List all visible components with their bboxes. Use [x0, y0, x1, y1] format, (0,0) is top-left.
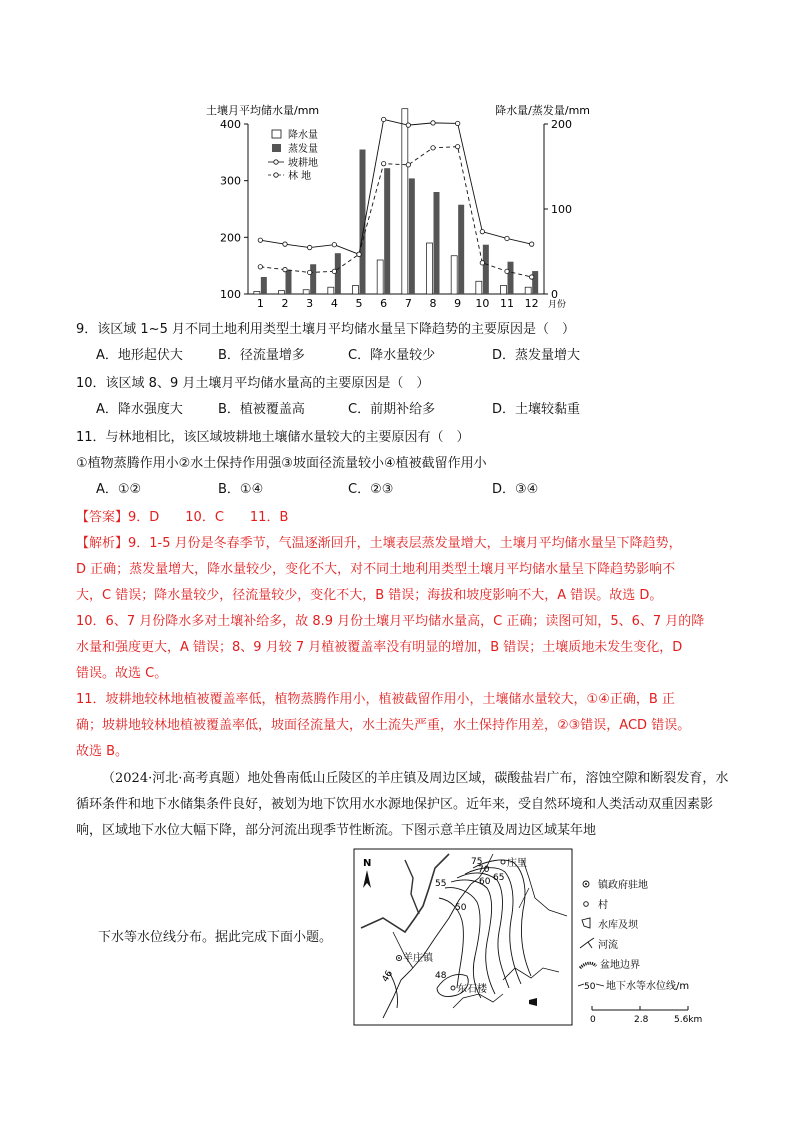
q11-option-c[interactable]: C．②③ [348, 482, 394, 497]
legend-reservoir-icon [582, 918, 590, 928]
contour-label-50: 50 [455, 903, 467, 913]
analysis-line-5: 水量和强度更大，A 错误；8、9 月较 7 月植被覆盖率没有明显的增加，B 错误；土壤质地未发生变化，D [76, 640, 683, 655]
contour-label-55: 55 [435, 879, 447, 889]
bar-precip [254, 291, 260, 294]
legend-contour: 地下水等水位线/m [606, 981, 690, 992]
bar-evap [458, 205, 464, 294]
bar-precip [377, 260, 383, 294]
bar-precip [402, 109, 408, 294]
legend-forest: 林 地 [288, 171, 312, 182]
bar-precip [501, 286, 507, 295]
bar-evap [261, 277, 267, 294]
point-forest [283, 267, 287, 271]
legend-basin-icon [580, 963, 596, 968]
contour-label-48: 48 [435, 971, 447, 981]
x-tick-label: 9 [454, 297, 462, 310]
point-farmland [258, 238, 262, 242]
passage-intro: （2024·河北·高考真题）地处鲁南低山丘陵区的羊庄镇及周边区域，碳酸盐岩广布，溶蚀空隙和断裂发育，水循环条件和地下水储集条件良好，被划为地下饮用水水源地保护区。近年来，受自然环境和人类活动双重因素影响，区域地下水位大幅下降，部分河流出现季节性断流。下图示意羊庄镇及周边区域某年地 [76, 771, 729, 838]
bar-evap [434, 192, 440, 294]
bar-precip [353, 286, 359, 295]
left-axis-title: 土壤月平均储水量/mm [206, 104, 320, 117]
place-yangzhuang: 羊庄镇 [403, 953, 433, 964]
point-forest [480, 261, 484, 265]
bar-evap [384, 168, 390, 294]
groundwater-contour-map [353, 848, 573, 1026]
point-forest [455, 144, 459, 148]
analysis-line-3: 大，C 错误；降水量较少，径流量较少，变化不大，B 错误；海拔和坡度影响不大，A 错误。故选 D。 [76, 588, 663, 603]
x-tick-label: 1 [256, 297, 264, 310]
right-axis-title: 降水量/蒸发量/mm [495, 104, 590, 117]
legend-village: 村 [598, 900, 608, 911]
legend-farmland: 坡耕地 [288, 158, 318, 169]
right-tick-label: 0 [551, 288, 558, 301]
point-forest [381, 161, 385, 165]
point-farmland [480, 229, 484, 233]
point-farmland [307, 245, 311, 249]
passage-tail: 下水等水位线分布。据此完成下面小题。 [98, 930, 333, 945]
q10-option-a[interactable]: A．降水强度大 [96, 402, 183, 417]
x-tick-label: 4 [330, 297, 338, 310]
legend-river: 河流 [598, 940, 618, 951]
point-farmland [283, 242, 287, 246]
bar-precip [451, 256, 457, 294]
x-axis-label: 月份 [548, 300, 567, 310]
x-tick-label: 5 [355, 297, 363, 310]
bar-precip [525, 287, 531, 294]
bar-evap [483, 245, 489, 294]
bar-evap [409, 178, 415, 294]
point-forest [332, 269, 336, 273]
legend-reservoir: 水库及坝 [598, 920, 638, 931]
point-farmland [332, 243, 336, 247]
x-tick-label: 11 [500, 297, 514, 310]
bar-evap [532, 271, 538, 294]
contour-label-60: 60 [479, 877, 491, 887]
bar-evap [508, 262, 514, 294]
x-tick-label: 6 [380, 297, 388, 310]
point-forest [529, 275, 533, 279]
point-forest [431, 146, 435, 150]
analysis-line-2: D 正确；蒸发量增大，降水量较少，变化不大，对不同土地利用类型土壤月平均储水量呈下降趋势影响不 [76, 562, 676, 577]
bar-precip [328, 287, 334, 294]
legend-evap: 蒸发量 [288, 144, 318, 155]
q9-option-c[interactable]: C．降水量较少 [348, 348, 436, 363]
scale-mid: 2.8 [634, 1015, 649, 1025]
left-tick-label: 300 [220, 174, 241, 188]
legend-river-icon [580, 938, 594, 948]
q9-option-a[interactable]: A．地形起伏大 [96, 348, 183, 363]
analysis-line-7: 11．坡耕地较林地植被覆盖率低，植物蒸腾作用小，植被截留作用小，土壤储水量较大，①④正确，B 正 [76, 692, 675, 707]
question-11: 11．与林地相比，该区域坡耕地土壤储水量较大的主要原因有（ ） [76, 430, 470, 445]
chart-legend [268, 128, 318, 182]
x-tick-label: 12 [524, 297, 539, 310]
point-forest [258, 265, 262, 269]
q11-option-d[interactable]: D．③④ [492, 482, 539, 497]
place-dongshilou: 东石楼 [457, 984, 487, 995]
question-9: 9．该区域 1~5 月不同土地利用类型土壤月平均储水量呈下降趋势的主要原因是（ ） [76, 322, 575, 337]
point-forest [406, 163, 410, 167]
legend-contour-value: 50 [584, 982, 596, 992]
village-marker-icon [501, 860, 505, 864]
point-forest [357, 252, 361, 256]
analysis-line-1: 【解析】9．1-5 月份是冬春季节，气温逐渐回升，土壤表层蒸发量增大，土壤月平均储水量呈下降趋势， [76, 536, 682, 551]
x-tick-label: 10 [475, 297, 490, 310]
q10-option-d[interactable]: D．土壤较黏重 [492, 402, 581, 417]
contour-label-65: 65 [493, 873, 505, 883]
question-10: 10．该区域 8、9 月土壤月平均储水量高的主要原因是（ ） [76, 376, 430, 391]
q11-option-a[interactable]: A．①② [96, 482, 142, 497]
analysis-line-4: 10．6、7 月份降水多对土壤补给多，故 8.9 月份土壤月平均储水量高，C 正确；读图可知，5、6、7 月的降 [76, 614, 705, 629]
point-forest [505, 269, 509, 273]
left-tick-label: 200 [220, 231, 241, 245]
q9-option-b[interactable]: B．径流量增多 [218, 348, 305, 363]
scale-end: 5.6km [674, 1015, 703, 1025]
bar-precip [427, 243, 433, 294]
soil-water-chart [200, 98, 590, 316]
contour-label-70: 70 [478, 865, 490, 875]
q9-option-d[interactable]: D．蒸发量增大 [492, 348, 581, 363]
scale-0: 0 [590, 1015, 596, 1025]
right-tick-label: 200 [551, 118, 572, 131]
answer-line: 【答案】9．D 10．C 11．B [76, 510, 289, 525]
legend-town: 镇政府驻地 [598, 880, 648, 891]
legend-basin: 盆地边界 [600, 960, 640, 971]
analysis-line-8: 确；坡耕地较林地植被覆盖率低，坡面径流量大，水土流失严重，水土保持作用差，②③错误，ACD 错误。 [76, 718, 691, 733]
legend-village-icon [584, 902, 589, 907]
left-tick-label: 100 [220, 288, 241, 301]
bar-evap [335, 253, 341, 294]
point-farmland [455, 121, 459, 125]
bar-precip [279, 291, 285, 294]
point-forest [307, 270, 311, 274]
x-tick-label: 3 [306, 297, 314, 310]
bar-precip [303, 290, 309, 294]
analysis-line-6: 错误。故选 C。 [76, 666, 168, 681]
q10-option-b[interactable]: B．植被覆盖高 [218, 402, 305, 417]
contour-label-46: 46 [380, 969, 396, 984]
point-farmland [505, 236, 509, 240]
x-tick-label: 2 [281, 297, 289, 310]
legend-precip: 降水量 [288, 130, 318, 141]
bar-evap [286, 270, 292, 294]
point-farmland [431, 121, 435, 125]
q10-option-c[interactable]: C．前期补给多 [348, 402, 436, 417]
bar-precip [476, 281, 482, 294]
left-tick-label: 400 [220, 118, 241, 131]
right-tick-label: 100 [551, 203, 572, 216]
contour-label-75: 75 [471, 857, 483, 867]
bar-evap [310, 264, 316, 294]
point-farmland [381, 117, 385, 121]
point-farmland [529, 242, 533, 246]
q11-option-b[interactable]: B．①④ [218, 482, 264, 497]
question-11-statements: ①植物蒸腾作用小②水土保持作用强③坡面径流量较小④植被截留作用小 [76, 456, 487, 471]
place-zhuangli: 庄里 [507, 858, 527, 869]
analysis-line-9: 故选 B。 [76, 744, 129, 759]
map-legend [578, 876, 738, 1026]
point-farmland [406, 123, 410, 127]
north-label: N [363, 858, 372, 869]
x-tick-label: 8 [429, 297, 437, 310]
x-tick-label: 7 [404, 297, 412, 310]
